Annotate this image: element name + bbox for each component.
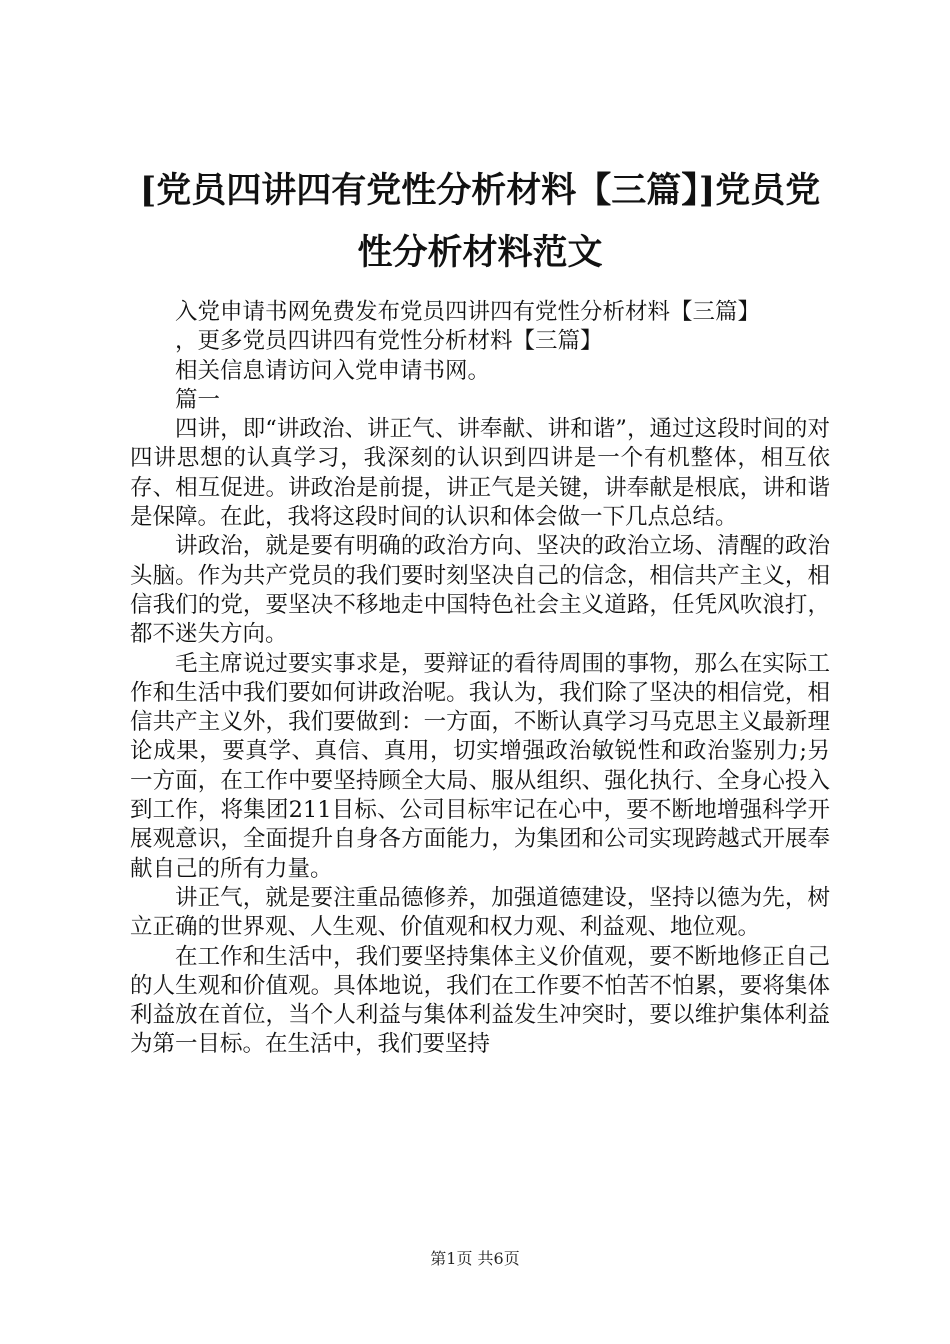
section-label: 篇一 bbox=[175, 386, 221, 413]
intro-line: 入党申请书网免费发布党员四讲四有党性分析材料【三篇】 bbox=[175, 299, 761, 325]
title-line: [党员四讲四有党性分析材料【三篇】]党员党 bbox=[139, 170, 821, 211]
paragraph: 讲正气，就是要注重品德修养，加强道德建设，坚持以德为先，树立正确的世界观、人生观、价值观和权力观、利益观、地位观。 bbox=[130, 884, 830, 941]
page-footer: 第1页 共6页 bbox=[430, 1249, 520, 1268]
paragraph: 在工作和生活中，我们要坚持集体主义价值观，要不断地修正自己的人生观和价值观。具体地说，我们在工作要不怕苦不怕累，要将集体利益放在首位，当个人利益与集体利益发生冲突时，要以维护集体利益为第一目标。在生活中，我们要坚持 bbox=[130, 943, 830, 1058]
paragraph: 讲政治，就是要有明确的政治方向、坚决的政治立场、清醒的政治头脑。作为共产党员的我们要时刻坚决自己的信念，相信共产主义，相信我们的党，要坚决不移地走中国特色社会主义道路，任凭风吹浪打，都不迷失方向。 bbox=[130, 533, 830, 648]
document-title bbox=[120, 160, 840, 284]
paragraph: 毛主席说过要实事求是，要辩证的看待周围的事物，那么在实际工作和生活中我们要如何讲政治呢。我认为，我们除了坚决的相信党，相信共产主义外，我们要做到：一方面，不断认真学习马克思主义最新理论成果，要真学、真信、真用，切实增强政治敏锐性和政治鉴别力;另一方面，在工作中要坚持顾全大局、服从组织、强化执行、全身心投入到工作，将集团211目标、公司目标牢记在心中，要不断地增强科学开展观意识，全面提升自身各方面能力，为集团和公司实现跨越式开展奉献自己的所有力量。 bbox=[130, 650, 830, 882]
intro-line: ，更多党员四讲四有党性分析材料【三篇】 bbox=[175, 328, 603, 355]
paragraph: 四讲，即“讲政治、讲正气、讲奉献、讲和谐”，通过这段时间的对四讲思想的认真学习，我深刻的认识到四讲是一个有机整体，相互依存、相互促进。讲政治是前提，讲正气是关键，讲奉献是根底，讲和谐是保障。在此，我将这段时间的认识和体会做一下几点总结。 bbox=[130, 416, 830, 531]
title-line: 性分析材料范文 bbox=[357, 232, 603, 273]
intro-line: 相关信息请访问入党申请书网。 bbox=[175, 357, 491, 384]
document-body bbox=[130, 298, 830, 1060]
